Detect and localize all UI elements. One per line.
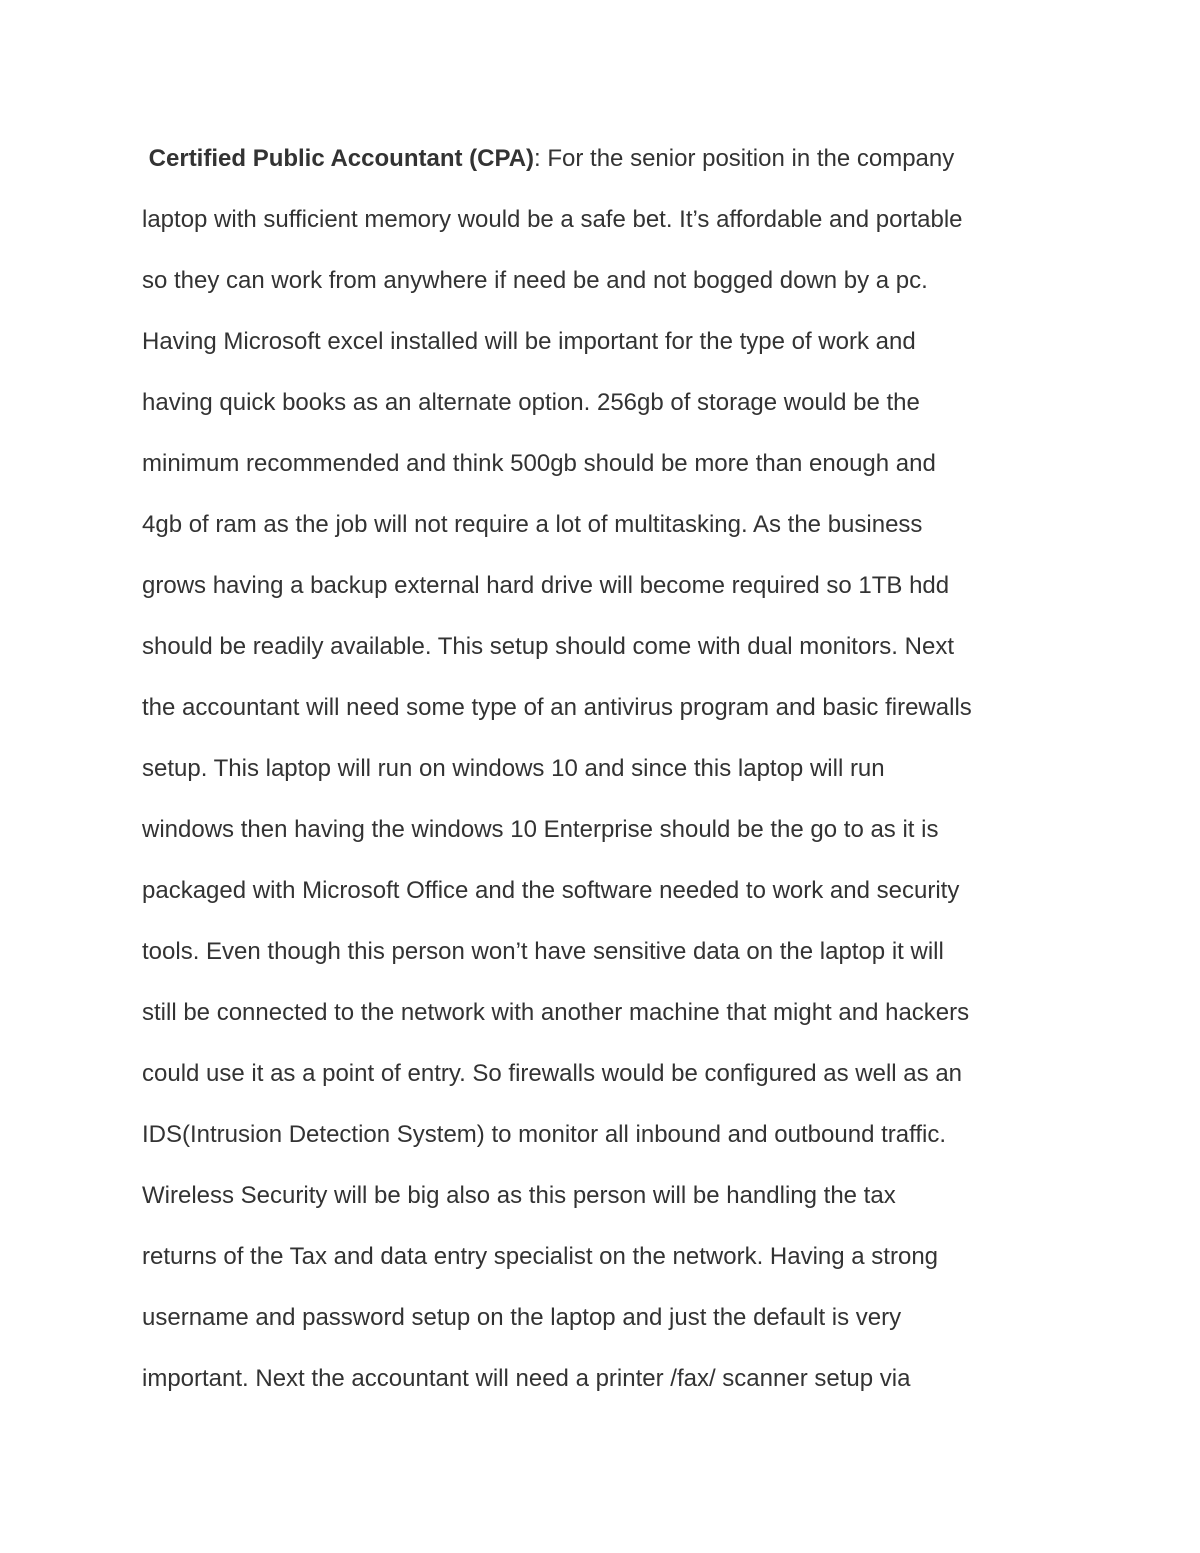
heading-continuation: : For the senior position in the company xyxy=(534,145,955,172)
paragraph-line: important. Next the accountant will need a printer /fax/ scanner setup via xyxy=(142,1365,911,1392)
paragraph-line: should be readily available. This setup should come with dual monitors. Next xyxy=(142,633,954,660)
paragraph-line-1 xyxy=(142,128,1072,189)
section-heading: Certified Public Accountant (CPA) xyxy=(148,145,535,172)
paragraph-line: returns of the Tax and data entry specialist on the network. Having a strong xyxy=(142,1243,939,1270)
paragraph-line: laptop with sufficient memory would be a safe bet. It’s affordable and portable xyxy=(142,206,963,233)
paragraph-line: having quick books as an alternate option. 256gb of storage would be the xyxy=(142,389,920,416)
paragraph-line: grows having a backup external hard drive will become required so 1TB hdd xyxy=(142,572,950,599)
paragraph-line: 4gb of ram as the job will not require a lot of multitasking. As the business xyxy=(142,511,923,538)
paragraph-line: Having Microsoft excel installed will be important for the type of work and xyxy=(142,328,916,355)
paragraph-line: so they can work from anywhere if need be and not bogged down by a pc. xyxy=(142,267,928,294)
paragraph-line: Wireless Security will be big also as this person will be handling the tax xyxy=(142,1182,896,1209)
paragraph-line: tools. Even though this person won’t have sensitive data on the laptop it will xyxy=(142,938,944,965)
paragraph-line: setup. This laptop will run on windows 10 and since this laptop will run xyxy=(142,755,885,782)
paragraph-line: windows then having the windows 10 Enterprise should be the go to as it is xyxy=(142,816,939,843)
paragraph-line: could use it as a point of entry. So firewalls would be configured as well as an xyxy=(142,1060,963,1087)
body-paragraph xyxy=(142,128,1072,1409)
paragraph-line: IDS(Intrusion Detection System) to monitor all inbound and outbound traffic. xyxy=(142,1121,946,1148)
paragraph-line: the accountant will need some type of an antivirus program and basic firewalls xyxy=(142,694,972,721)
paragraph-line: packaged with Microsoft Office and the software needed to work and security xyxy=(142,877,960,904)
paragraph-line: still be connected to the network with another machine that might and hackers xyxy=(142,999,970,1026)
paragraph-line: minimum recommended and think 500gb should be more than enough and xyxy=(142,450,936,477)
paragraph-line: username and password setup on the laptop and just the default is very xyxy=(142,1304,902,1331)
